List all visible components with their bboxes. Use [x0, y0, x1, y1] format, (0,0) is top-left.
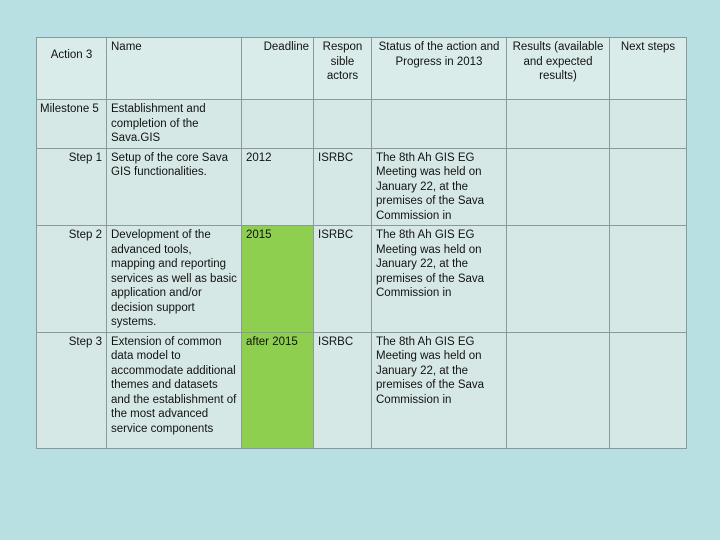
header-actors: Respon sible actors: [314, 38, 372, 100]
header-deadline: Deadline: [242, 38, 314, 100]
table-row: [37, 332, 687, 448]
step-status: The 8th Ah GIS EG Meeting was held on January 22, at the premises of the Sava Commission in: [372, 148, 507, 226]
step-deadline: 2015: [242, 226, 314, 333]
step-actors: ISRBC: [314, 148, 372, 226]
step-actors: ISRBC: [314, 226, 372, 333]
step-status: The 8th Ah GIS EG Meeting was held on January 22, at the premises of the Sava Commission in: [372, 226, 507, 333]
milestone-deadline: [242, 100, 314, 149]
step-actors: ISRBC: [314, 332, 372, 448]
step-name: Development of the advanced tools, mapping and reporting services as well as basic application and/or decision support systems.: [107, 226, 242, 333]
milestone-actors: [314, 100, 372, 149]
milestone-status: [372, 100, 507, 149]
step-status: The 8th Ah GIS EG Meeting was held on January 22, at the premises of the Sava Commission in: [372, 332, 507, 448]
step-results: [507, 148, 610, 226]
action-plan-table: [36, 37, 687, 449]
header-next-steps: Next steps: [610, 38, 687, 100]
step-next-steps: [610, 226, 687, 333]
step-deadline: 2012: [242, 148, 314, 226]
step-results: [507, 226, 610, 333]
header-results: Results (available and expected results): [507, 38, 610, 100]
header-status: Status of the action and Progress in 2013: [372, 38, 507, 100]
step-deadline: after 2015: [242, 332, 314, 448]
milestone-name: Establishment and completion of the Sava.GIS: [107, 100, 242, 149]
milestone-label: Milestone 5: [37, 100, 107, 149]
header-row: [37, 38, 687, 100]
milestone-next-steps: [610, 100, 687, 149]
step-label: Step 1: [37, 148, 107, 226]
step-next-steps: [610, 332, 687, 448]
step-name: Extension of common data model to accommodate additional themes and datasets and the establishment of the most advanced service components: [107, 332, 242, 448]
step-next-steps: [610, 148, 687, 226]
step-label: Step 3: [37, 332, 107, 448]
header-action: Action 3: [37, 38, 107, 100]
header-name: Name: [107, 38, 242, 100]
step-label: Step 2: [37, 226, 107, 333]
step-name: Setup of the core Sava GIS functionalities.: [107, 148, 242, 226]
table-row: [37, 148, 687, 226]
milestone-row: [37, 100, 687, 149]
milestone-results: [507, 100, 610, 149]
step-results: [507, 332, 610, 448]
table-row: [37, 226, 687, 333]
